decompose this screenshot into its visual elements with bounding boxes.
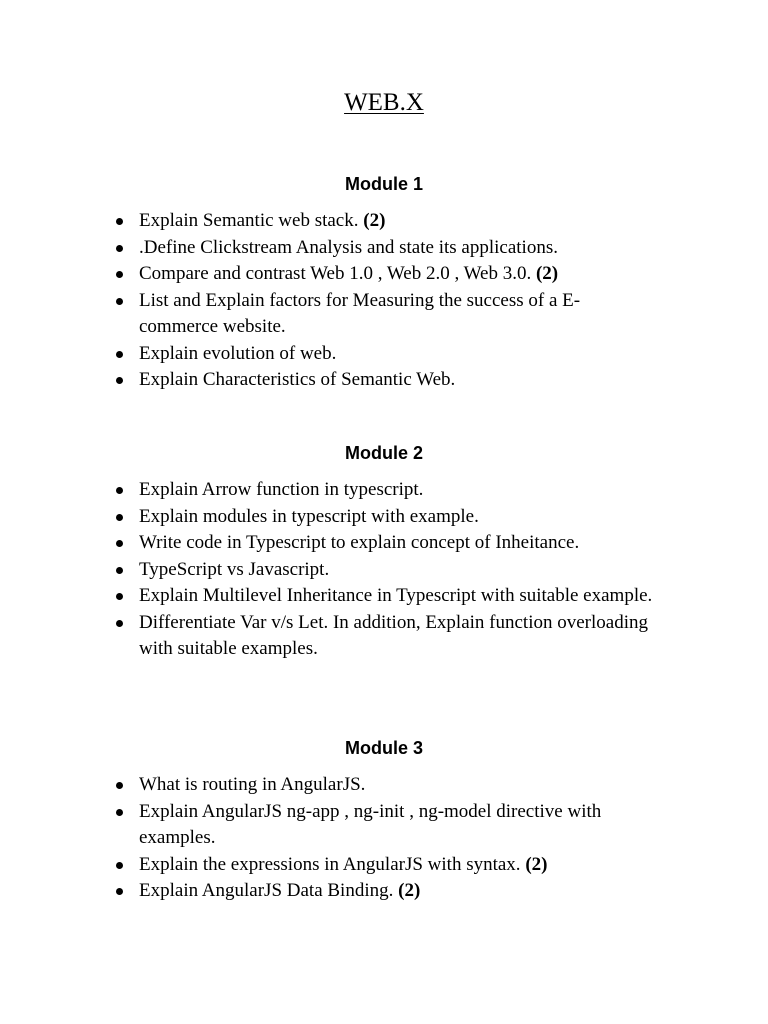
bullet-icon xyxy=(116,271,123,278)
module-heading: Module 2 xyxy=(344,443,423,463)
bullet-icon xyxy=(116,593,123,600)
bullet-icon xyxy=(116,245,123,252)
question-item xyxy=(139,367,659,394)
module-3-section xyxy=(0,736,768,905)
question-text: Explain Multilevel Inheritance in Typescript with suitable example. xyxy=(139,585,653,606)
question-text: Explain evolution of web. xyxy=(139,342,337,364)
question-text: TypeScript vs Javascript. xyxy=(139,558,330,580)
question-item xyxy=(139,261,659,288)
question-item xyxy=(139,583,659,610)
bullet-icon xyxy=(116,298,123,305)
module-heading: Module 1 xyxy=(344,174,423,194)
bullet-icon xyxy=(116,809,123,816)
module-heading: Module 3 xyxy=(344,738,423,758)
question-item xyxy=(139,610,659,663)
question-list xyxy=(0,208,659,394)
question-item xyxy=(139,557,659,584)
module-1-section xyxy=(0,172,768,394)
question-item xyxy=(139,235,659,262)
question-item xyxy=(139,341,659,368)
bullet-icon xyxy=(116,888,123,895)
question-marks: (2) xyxy=(525,853,548,875)
bullet-icon xyxy=(116,862,123,869)
question-item xyxy=(139,530,659,557)
question-list xyxy=(0,477,659,663)
question-text: List and Explain factors for Measuring the success of a E-commerce website. xyxy=(139,289,581,337)
question-item xyxy=(139,878,659,905)
question-item xyxy=(139,288,659,341)
bullet-icon xyxy=(116,514,123,521)
bullet-icon xyxy=(116,377,123,384)
bullet-icon xyxy=(116,487,123,494)
question-item xyxy=(139,852,659,879)
module-2-section xyxy=(0,441,768,663)
document-title: WEB.X xyxy=(344,89,424,116)
bullet-icon xyxy=(116,218,123,225)
question-item xyxy=(139,772,659,799)
question-marks: (2) xyxy=(535,263,559,284)
question-marks: (2) xyxy=(363,210,386,231)
question-item xyxy=(139,477,659,504)
question-item xyxy=(139,208,659,235)
question-text: Compare and contrast Web 1.0 , Web 2.0 , Web 3.0. xyxy=(139,263,536,284)
question-marks: (2) xyxy=(398,880,421,901)
question-list xyxy=(0,772,659,905)
question-text: .Define Clickstream Analysis and state its applications. xyxy=(139,236,558,258)
bullet-icon xyxy=(116,540,123,547)
question-text: Write code in Typescript to explain concept of Inheitance. xyxy=(139,532,580,553)
question-text: Explain AngularJS ng-app , ng-init , ng-model directive with examples. xyxy=(139,800,602,848)
question-text: Explain the expressions in AngularJS with syntax. xyxy=(139,853,526,875)
question-item xyxy=(139,799,659,852)
question-text: What is routing in AngularJS. xyxy=(139,774,366,795)
bullet-icon xyxy=(116,620,123,627)
question-text: Explain AngularJS Data Binding. xyxy=(139,880,399,901)
bullet-icon xyxy=(116,567,123,574)
bullet-icon xyxy=(116,782,123,789)
bullet-icon xyxy=(116,351,123,358)
question-text: Explain Arrow function in typescript. xyxy=(139,479,424,500)
question-item xyxy=(139,504,659,531)
question-text: Explain Characteristics of Semantic Web. xyxy=(139,369,456,390)
question-text: Explain Semantic web stack. xyxy=(139,210,364,231)
question-text: Differentiate Var v/s Let. In addition, Explain function overloading with suitable examples. xyxy=(139,611,648,659)
question-text: Explain modules in typescript with example. xyxy=(139,505,479,527)
